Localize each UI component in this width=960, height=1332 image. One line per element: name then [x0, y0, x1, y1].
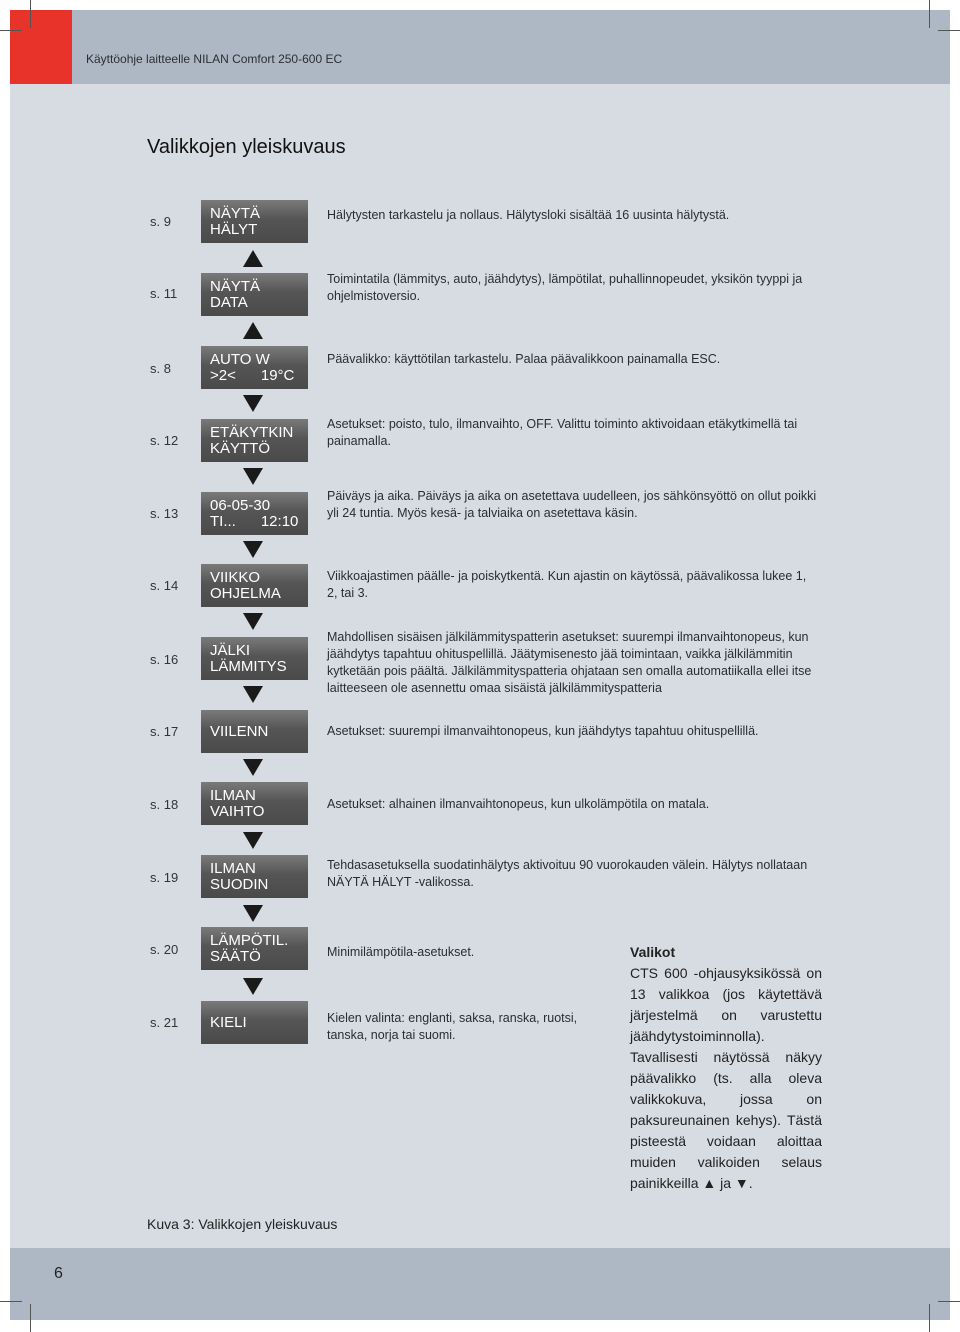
row-description: Toimintatila (lämmitys, auto, jäähdytys), lämpötilat, puhallinnopeudet, yksikön tyyppi ja ohjelmistoversio.: [327, 272, 803, 303]
menu-box-line: >2< 19°C: [210, 367, 295, 384]
side-note-body: CTS 600 -ohjausyksikössä on 13 valikkoa (jos käytettävä järjestelmä on varustettu jäähdytystoiminnolla). Tavallisesti näytössä näkyy päävalikko (ts. alla oleva valikkokuva, jossa on paksureunainen kehys). Tästä pisteestä voidaan aloittaa muiden valikoiden selaus painikkeilla: [630, 965, 822, 1191]
page-ref: s. 8: [150, 361, 171, 376]
menu-box-ilman-suodin: [201, 855, 308, 898]
row-description: Viikkoajastimen päälle- ja poiskytkentä. Kun ajastin on käytössä, päävalikossa lukee 1, 2, tai 3.: [327, 569, 807, 600]
page-ref: s. 20: [150, 942, 179, 957]
crop-mark: [929, 0, 930, 28]
menu-box-line: VIILENN: [210, 723, 269, 740]
menu-box-line: ILMAN: [210, 787, 256, 804]
page-ref: s. 17: [150, 724, 179, 739]
menu-box-viilenn: [201, 710, 308, 753]
menu-box-viikko-ohjelma: [201, 564, 308, 607]
menu-box-line: TI... 12:10: [210, 513, 299, 530]
crop-mark: [938, 30, 960, 31]
row-description: Hälytysten tarkastelu ja nollaus. Hälytysloki sisältää 16 uusinta hälytystä.: [327, 208, 730, 222]
footer-band: [10, 1248, 950, 1320]
crop-mark: [0, 1301, 22, 1302]
menu-box-line: NÄYTÄ: [210, 205, 261, 222]
row-description: Tehdasasetuksella suodatinhälytys aktivoituu 90 vuorokauden välein. Hälytys nollataan NÄYTÄ HÄLYT -valikossa.: [327, 858, 808, 889]
page-ref: s. 19: [150, 870, 179, 885]
menu-box-line: SÄÄTÖ: [210, 948, 261, 965]
page-ref: s. 11: [150, 286, 178, 301]
crop-mark: [938, 1301, 960, 1302]
crop-mark: [30, 1304, 31, 1332]
row-description: Minimilämpötila-asetukset.: [327, 945, 475, 959]
arrow-down-icon: [243, 613, 263, 630]
menu-box-line: ILMAN: [210, 860, 256, 877]
arrow-up-icon: [243, 250, 263, 267]
crop-mark: [30, 0, 31, 28]
menu-box-line: ETÄKYTKIN: [210, 424, 294, 441]
menu-box-line: DATA: [210, 294, 248, 311]
menu-box-line: LÄMPÖTIL.: [210, 932, 289, 949]
page-ref: s. 13: [150, 506, 179, 521]
menu-box-line: KIELI: [210, 1014, 247, 1031]
menu-box-line: OHJELMA: [210, 585, 281, 602]
side-note-title: Valikot: [630, 944, 676, 960]
menu-box-nayta-halyt: [201, 200, 308, 243]
side-note-end: ▲ ja ▼.: [702, 1175, 753, 1191]
arrow-down-icon: [243, 759, 263, 776]
arrow-down-icon: [243, 905, 263, 922]
menu-box-auto-main: [201, 346, 308, 389]
page-ref: s. 14: [150, 578, 179, 593]
menu-box-date-time: [201, 492, 308, 535]
menu-box-line: SUODIN: [210, 876, 269, 893]
arrow-down-icon: [243, 832, 263, 849]
menu-box-line: KÄYTTÖ: [210, 440, 271, 457]
menu-box-etakytkin: [201, 419, 308, 462]
arrow-down-icon: [243, 468, 263, 485]
row-description: Mahdollisen sisäisen jälkilämmityspatterin asetukset: suurempi ilmanvaihtonopeus, kun jäähdytys tapahtuu ohituspellillä. Jäätymisenesto jää toimintaan, vaikka jälkilämmitin kytketään pois päältä. Jälkilämmityspatteria ohjataan sen omalla automatiikalla ellei itse laitteeseen ole asennettu omaa sisäistä jälkilämmityspatteria: [327, 630, 812, 695]
row-description: Kielen valinta: englanti, saksa, ranska, ruotsi, tanska, norja tai suomi.: [327, 1011, 578, 1042]
menu-box-line: HÄLYT: [210, 221, 258, 238]
crop-mark: [0, 30, 22, 31]
menu-box-line: LÄMMITYS: [210, 658, 287, 675]
header-band: [10, 10, 950, 84]
page-ref: s. 16: [150, 652, 179, 667]
page-ref: s. 18: [150, 797, 179, 812]
arrow-down-icon: [243, 541, 263, 558]
menu-box-nayta-data: [201, 273, 308, 316]
side-note: [630, 942, 822, 1194]
red-tab: [10, 10, 72, 84]
arrow-down-icon: [243, 395, 263, 412]
menu-box-kieli: [201, 1001, 308, 1044]
row-description: Asetukset: alhainen ilmanvaihtonopeus, kun ulkolämpötila on matala.: [327, 797, 710, 811]
figure-caption: Kuva 3: Valikkojen yleiskuvaus: [147, 1216, 338, 1232]
row-description: Päävalikko: käyttötilan tarkastelu. Palaa päävalikkoon painamalla ESC.: [327, 352, 721, 366]
menu-box-jalki-lammitys: [201, 637, 308, 680]
menu-box-line: VIIKKO: [210, 569, 261, 586]
menu-box-line: 06-05-30: [210, 497, 271, 514]
menu-box-line: AUTO W: [210, 351, 270, 368]
menu-box-ilman-vaihto: [201, 782, 308, 825]
header-text: Käyttöohje laitteelle NILAN Comfort 250-600 EC: [86, 52, 343, 66]
menu-box-line: JÄLKI: [210, 642, 251, 659]
menu-box-line: NÄYTÄ: [210, 278, 261, 295]
page-title: Valikkojen yleiskuvaus: [147, 136, 346, 158]
arrow-down-icon: [243, 978, 263, 995]
page-number: 6: [54, 1265, 63, 1282]
row-description: Asetukset: poisto, tulo, ilmanvaihto, OFF. Valittu toiminto aktivoidaan etäkytkimellä tai painamalla.: [327, 417, 798, 448]
menu-box-lampotil-saato: [201, 927, 308, 970]
menu-box-line: VAIHTO: [210, 803, 265, 820]
page-ref: s. 21: [150, 1015, 179, 1030]
row-description: Päiväys ja aika. Päiväys ja aika on asetettava uudelleen, jos sähkönsyöttö on ollut poikki yli 24 tuntia. Myös kesä- ja talviaika on asetettava käsin.: [327, 489, 817, 520]
crop-mark: [929, 1304, 930, 1332]
page-ref: s. 9: [150, 214, 171, 229]
arrow-down-icon: [243, 686, 263, 703]
row-description: Asetukset: suurempi ilmanvaihtonopeus, kun jäähdytys tapahtuu ohituspellillä.: [327, 724, 759, 738]
page-ref: s. 12: [150, 433, 179, 448]
arrow-up-icon: [243, 322, 263, 339]
